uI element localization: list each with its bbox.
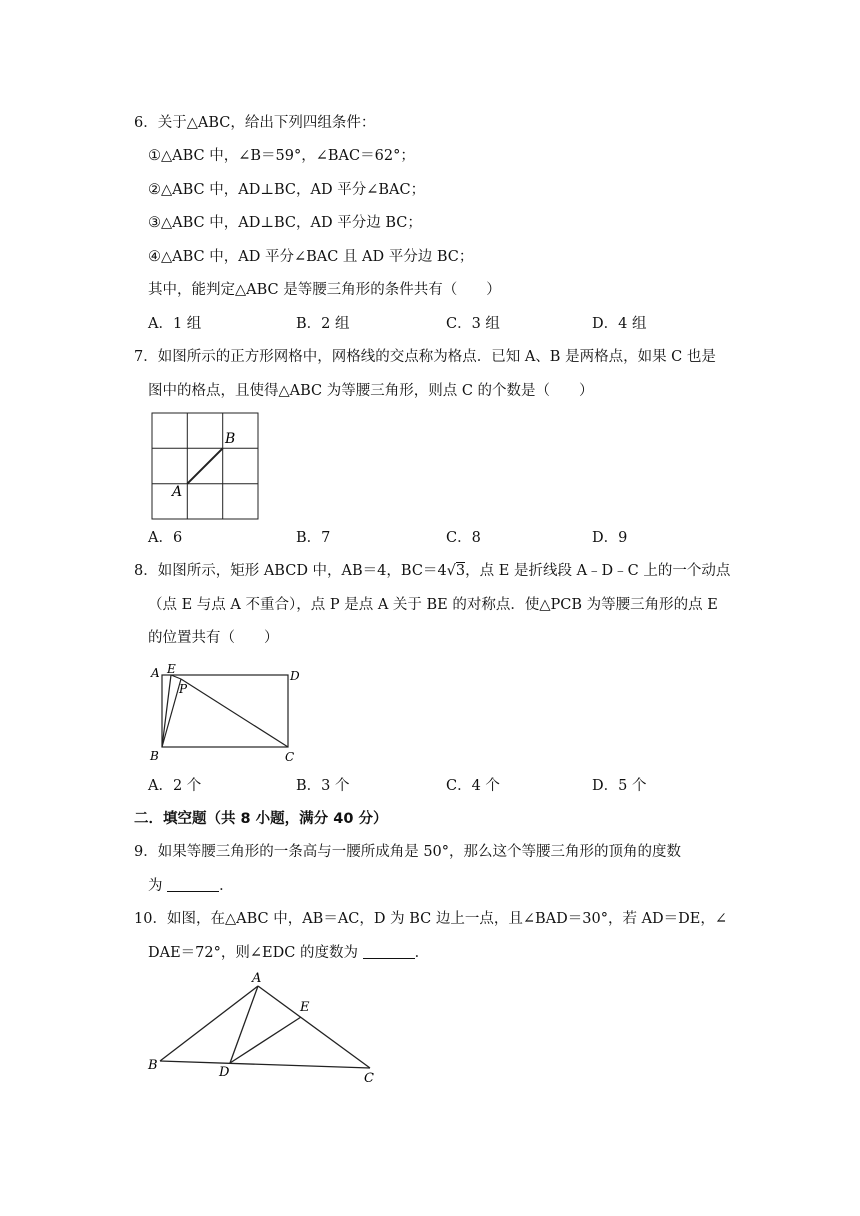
label-p: P — [179, 682, 188, 696]
label-b: B — [148, 1058, 158, 1073]
q8-option-d: D．5 个 — [592, 778, 647, 794]
q10-triangle-figure — [144, 968, 384, 1086]
q9-answer-blank — [167, 877, 219, 892]
q6-condition-4: ④△ABC 中，AD 平分∠BAC 且 AD 平分边 BC； — [148, 249, 474, 265]
q8-option-c: C．4 个 — [446, 778, 500, 794]
bc-radicand: 3 — [455, 563, 466, 579]
q7-grid-figure — [146, 406, 266, 522]
label-a: A — [151, 666, 160, 680]
q6-condition-3: ③△ABC 中，AD⊥BC，AD 平分边 BC； — [148, 215, 422, 231]
q7-line-2: 图中的格点，且使得△ABC 为等腰三角形，则点 C 的个数是（ ） — [148, 383, 594, 399]
q9-line-2-pre: 为 — [148, 878, 163, 894]
q6-option-c: C．3 组 — [446, 316, 500, 332]
segment-ab — [160, 986, 258, 1061]
bc-value — [437, 562, 465, 579]
label-c: C — [285, 750, 295, 764]
q9-line-2-post: ． — [219, 878, 234, 894]
q8-rectangle-figure — [148, 662, 308, 766]
segment-pc — [181, 679, 288, 747]
label-c: C — [364, 1071, 374, 1086]
q7-option-b: B．7 — [296, 530, 331, 546]
q6-stem: 6．关于△ABC，给出下列四组条件： — [134, 115, 376, 131]
q6-option-a: A．1 组 — [148, 316, 202, 332]
q6-question: 其中，能判定△ABC 是等腰三角形的条件共有（ ） — [148, 282, 501, 298]
q9-line-1: 9．如果等腰三角形的一条高与一腰所成角是 50°，那么这个等腰三角形的顶角的度数 — [134, 844, 682, 860]
q10-line-2 — [148, 943, 429, 963]
q8-option-a: A．2 个 — [148, 778, 202, 794]
q8-option-b: B．3 个 — [296, 778, 350, 794]
q8-line-1 — [134, 561, 730, 581]
label-e: E — [167, 662, 176, 676]
q9-line-2 — [148, 876, 234, 896]
segment-de — [230, 1017, 301, 1063]
q6-condition-2: ②△ABC 中，AD⊥BC，AD 平分∠BAC； — [148, 182, 426, 198]
q10-line-1: 10．如图，在△ABC 中，AB＝AC，D 为 BC 边上一点，且∠BAD＝30°，若 AD＝DE，∠ — [134, 911, 728, 927]
label-e: E — [300, 1000, 310, 1015]
q8-line-1-post: ，点 E 是折线段 A﹣D﹣C 上的一个动点 — [465, 563, 731, 579]
q6-option-d: D．4 组 — [592, 316, 647, 332]
q6-condition-1: ①△ABC 中，∠B＝59°，∠BAC＝62°； — [148, 148, 415, 164]
section-heading-fill-blank: 二．填空题（共 8 小题，满分 40 分） — [134, 811, 388, 827]
q6-option-b: B．2 组 — [296, 316, 350, 332]
label-d: D — [219, 1065, 230, 1080]
label-a: A — [172, 484, 183, 500]
q7-option-d: D．9 — [592, 530, 628, 546]
q10-answer-blank — [363, 944, 415, 959]
label-b: B — [150, 749, 159, 763]
q8-line-1-pre: 8．如图所示，矩形 ABCD 中，AB＝4，BC＝ — [134, 563, 438, 579]
q8-line-2: （点 E 与点 A 不重合），点 P 是点 A 关于 BE 的对称点．使△PCB 为等腰三角形的点 E — [148, 597, 718, 613]
label-b: B — [225, 431, 236, 447]
q7-option-a: A．6 — [148, 530, 183, 546]
q7-line-1: 7．如图所示的正方形网格中，网格线的交点称为格点．已知 A、B 是两格点，如果 C 也是 — [134, 349, 716, 365]
q7-option-c: C．8 — [446, 530, 481, 546]
label-a: A — [252, 971, 262, 986]
sqrt-sign: √ — [446, 563, 456, 579]
label-d: D — [290, 669, 300, 683]
bc-coef: 4 — [437, 563, 447, 579]
segment-bc — [160, 1061, 370, 1068]
q10-line-2-post: ． — [414, 945, 430, 961]
segment-ad — [230, 986, 258, 1063]
segment-be — [162, 675, 171, 747]
q8-line-3: 的位置共有（ ） — [148, 630, 279, 646]
segment-ac — [258, 986, 370, 1068]
segment-ab — [187, 448, 222, 483]
q10-line-2-pre: DAE＝72°，则∠EDC 的度数为 — [148, 945, 358, 961]
